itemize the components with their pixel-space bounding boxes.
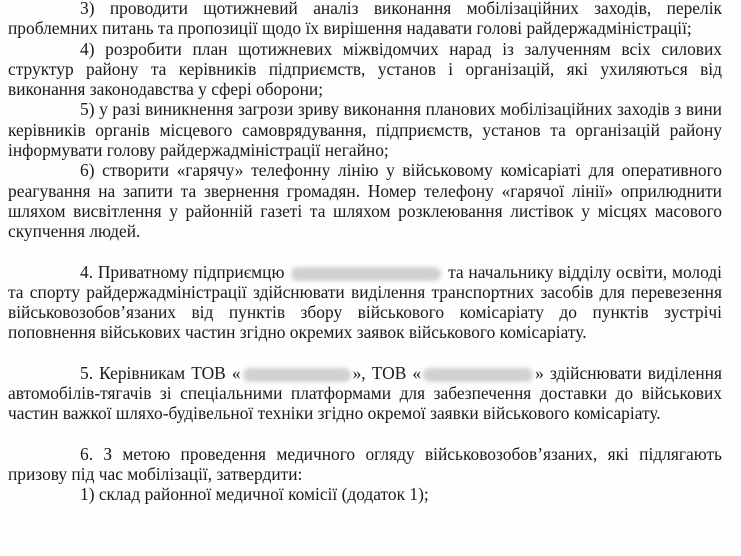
section-4-paragraph <box>8 262 722 343</box>
section-5-text-1: 5. Керівникам ТОВ « <box>80 362 241 383</box>
document-text <box>8 0 722 505</box>
section-6-paragraph: 6. З метою проведення медичного огляду військовозобов’язаних, які підлягають призову під час мобілізації, затвердити: <box>8 443 722 484</box>
paragraph-item-5: 5) у разі виникнення загрози зриву виконання планових мобілізаційних заходів з вини керівників органів місцевого самоврядування, підприємств, установ та організацій району інформувати голову райдержадміністрації негайно; <box>8 99 722 161</box>
section-5-text-3: » здійснювати виділення автомобілів-тягачів зі спеціальними платформами для забезпечення доставки до військових частин важкої шляхо-будівельної техніки згідно окремої заявки військового комісаріату. <box>8 362 722 424</box>
paragraph-item-6: 6) створити «гарячу» телефонну лінію у військовому комісаріаті для оперативного реагування на запити та звернення громадян. Номер телефону «гарячої лінії» оприлюднити шляхом висвітлення у районній газеті та шляхом розклеювання листівок у місцях масового скупчення людей. <box>8 160 722 242</box>
section-5-paragraph <box>8 363 722 424</box>
section-6-item-1: 1) склад районної медичної комісії (додаток 1); <box>80 484 429 505</box>
paragraph-item-3: 3) проводити щотижневий аналіз виконання мобілізаційних заходів, перелік проблемних питань та пропозиції щодо їх вирішення надавати голові райдержадміністрації; <box>8 0 722 39</box>
section-5-text-2: », ТОВ « <box>352 362 422 383</box>
section-4-text-after: та начальнику відділу освіти, молоді та спорту райдержадміністрації здійснювати виділення транспортних засобів для перевезення військовозобов’язаних від пунктів збору військового комісаріату до пунктів зустрічі поповнення військових частин згідно окремих заявок військового комісаріату. <box>8 261 722 343</box>
redacted-company-2 <box>423 368 533 382</box>
paragraph-item-4: 4) розробити план щотижневих міжвідомчих нарад із залученням всіх силових структур району та керівників підприємств, установ і організацій, які ухиляються від виконання законодавства у сфері оборони; <box>8 38 722 100</box>
section-4-text-before: 4. Приватному підприємцю <box>80 261 285 282</box>
redacted-company-1 <box>243 368 351 382</box>
redacted-name <box>291 267 441 281</box>
